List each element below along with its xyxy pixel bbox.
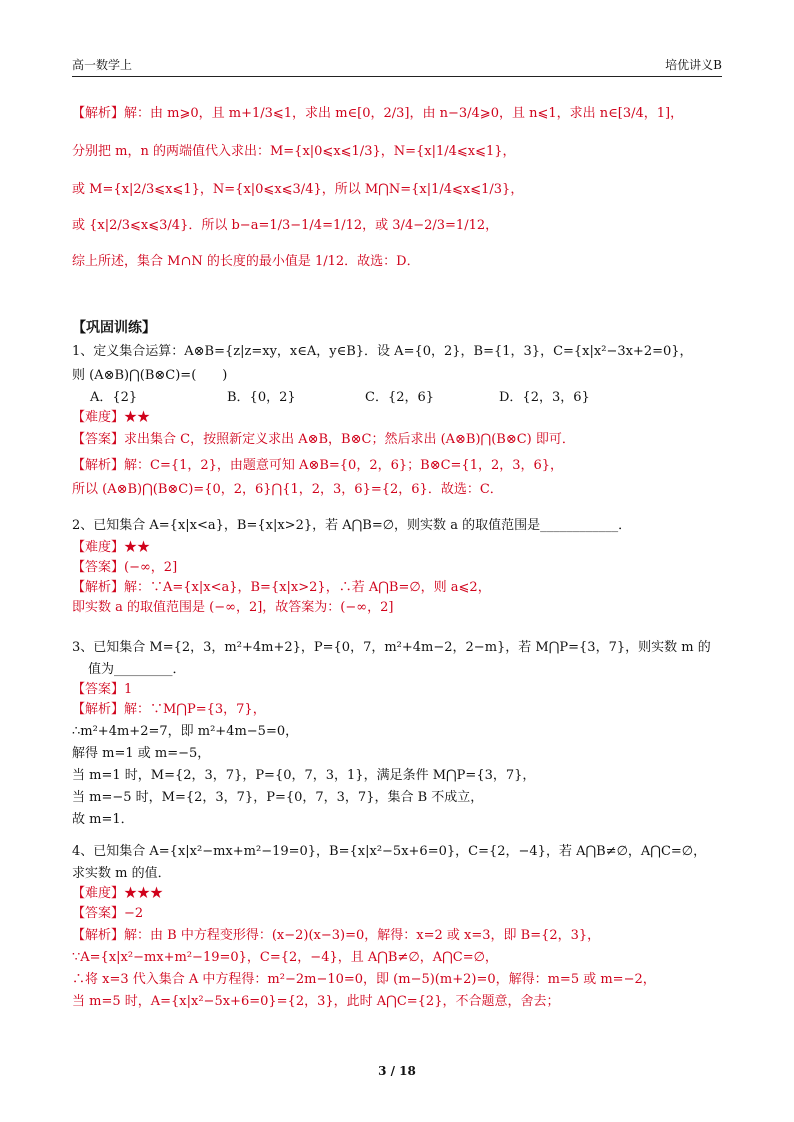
answer: 【答案】−2 bbox=[72, 906, 144, 921]
answer: 【答案】1 bbox=[72, 682, 133, 697]
analysis-line: 当 m=−5 时，M={2，3，7}，P={0，7，3，7}，集合 B 不成立， bbox=[72, 790, 484, 805]
question-1-stem: 1、定义集合运算：A⊗B={z|z=xy，x∈A，y∈B}．设 A={0，2}，B={1，3}，C={x|x²−3x+2=0}， bbox=[72, 344, 693, 359]
analysis-line: 或 {x|2/3⩽x⩽3/4}．所以 b−a=1/3−1/4=1/12，或 3/4−2/3=1/12， bbox=[72, 218, 499, 233]
page-header bbox=[72, 56, 722, 77]
page-number: 3 / 18 bbox=[378, 1064, 416, 1078]
question-3-stem: 值为_________． bbox=[88, 662, 186, 677]
analysis-line: 分别把 m，n 的两端值代入求出：M={x|0⩽x⩽1/3}，N={x|1/4⩽x⩽1}， bbox=[72, 144, 516, 159]
question-3-stem: 3、已知集合 M={2，3，m²+4m+2}，P={0，7，m²+4m−2，2−m}，若 M⋂P={3，7}，则实数 m 的 bbox=[72, 640, 711, 655]
analysis-line: ∵A={x|x²−mx+m²−19=0}，C={2，−4}，且 A⋂B≠∅，A⋂C=∅， bbox=[72, 950, 498, 965]
analysis-line: 【解析】解：C={1，2}，由题意可知 A⊗B={0，2，6}；B⊗C={1，2，3，6}， bbox=[72, 458, 564, 473]
option-a: A．{2} bbox=[90, 390, 138, 405]
option-b: B．{0，2} bbox=[227, 390, 296, 405]
analysis-line bbox=[72, 700, 722, 720]
analysis-line: ∴m²+4m+2=7，即 m²+4m−5=0， bbox=[72, 724, 299, 739]
header-course: 培优讲义B bbox=[665, 58, 722, 72]
difficulty: 【难度】★★ bbox=[72, 540, 151, 555]
analysis-line: 所以 (A⊗B)⋂(B⊗C)={0，2，6}⋂{1，2，3，6}={2，6}．故选：C． bbox=[72, 482, 503, 497]
question-2-stem: 2、已知集合 A={x|x<a}，B={x|x>2}，若 A⋂B=∅，则实数 a 的取值范围是____________． bbox=[72, 518, 632, 533]
conclusion-line: 综上所述，集合 M∩N 的长度的最小值是 1/12．故选：D． bbox=[72, 254, 420, 269]
section-title: 【巩固训练】 bbox=[72, 320, 156, 336]
answer: 【答案】(−∞，2] bbox=[72, 560, 178, 575]
analysis-line: 当 m=5 时，A={x|x²−5x+6=0}={2，3}，此时 A⋂C={2}，不合题意，舍去； bbox=[72, 994, 560, 1009]
analysis-line: 当 m=1 时，M={2，3，7}，P={0，7，3，1}，满足条件 M⋂P={3，7}， bbox=[72, 768, 536, 783]
analysis-line: 即实数 a 的取值范围是 (−∞，2]，故答案为：(−∞，2] bbox=[72, 600, 394, 615]
analysis-line: 解得 m=1 或 m=−5， bbox=[72, 746, 211, 761]
option-d: D．{2，3，6} bbox=[499, 390, 590, 405]
question-4-stem: 4、已知集合 A={x|x²−mx+m²−19=0}，B={x|x²−5x+6=0}，C={2，−4}，若 A⋂B≠∅，A⋂C=∅， bbox=[72, 844, 707, 859]
header-subject: 高一数学上 bbox=[72, 58, 133, 72]
option-c: C．{2，6} bbox=[365, 390, 435, 405]
answer: 【答案】求出集合 C，按照新定义求出 A⊗B，B⊗C；然后求出 (A⊗B)⋂(B⊗C) 即可． bbox=[72, 432, 575, 447]
analysis-line: ∴将 x=3 代入集合 A 中方程得：m²−2m−10=0，即 (m−5)(m+2)=0，解得：m=5 或 m=−2， bbox=[72, 972, 656, 987]
analysis-line: 【解析】解：∵A={x|x<a}，B={x|x>2}，∴若 A⋂B=∅，则 a⩽2， bbox=[72, 580, 491, 595]
analysis-line: 【解析】解：由 m⩾0，且 m+1/3⩽1，求出 m∈[0，2/3]，由 n−3/4⩾0，且 n⩽1，求出 n∈[3/4，1]， bbox=[72, 106, 684, 121]
question-4-stem: 求实数 m 的值． bbox=[72, 866, 171, 881]
difficulty: 【难度】★★★ bbox=[72, 886, 164, 901]
analysis-line: 或 M={x|2/3⩽x⩽1}，N={x|0⩽x⩽3/4}，所以 M⋂N={x|1/4⩽x⩽1/3}， bbox=[72, 182, 524, 197]
analysis-line: 【解析】解：由 B 中方程变形得：(x−2)(x−3)=0，解得：x=2 或 x=3，即 B={2，3}， bbox=[72, 928, 601, 943]
analysis-line: 故 m=1． bbox=[72, 812, 134, 827]
difficulty: 【难度】★★ bbox=[72, 410, 151, 425]
question-1-stem: 则 (A⊗B)⋂(B⊗C)=( ) bbox=[72, 368, 228, 383]
analysis-label: 【解析】解：∵M⋂P={3，7}， bbox=[72, 702, 266, 717]
